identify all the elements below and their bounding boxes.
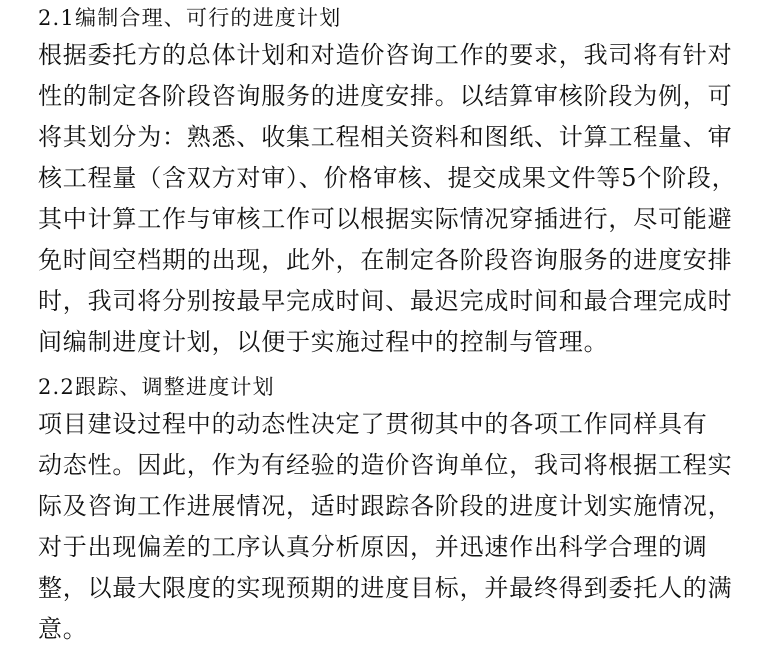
paragraph-line: 动态性。因此，作为有经验的造价咨询单位，我司将根据工程实: [38, 451, 733, 479]
paragraph-line: 整，以最大限度的实现预期的进度目标，并最终得到委托人的满: [38, 574, 733, 602]
paragraph-line: 项目建设过程中的动态性决定了贯彻其中的各项工作同样具有: [38, 410, 708, 438]
paragraph-line: 间编制进度计划，以便于实施过程中的控制与管理。: [38, 328, 609, 356]
paragraph-line: 核工程量（含双方对审）、价格审核、提交成果文件等5个阶段，: [38, 164, 737, 192]
paragraph-line: 对于出现偏差的工序认真分析原因，并迅速作出科学合理的调: [38, 533, 708, 561]
paragraph-line: 时，我司将分别按最早完成时间、最迟完成时间和最合理完成时: [38, 287, 733, 315]
paragraph-line: 将其划分为：熟悉、收集工程相关资料和图纸、计算工程量、审: [38, 123, 733, 151]
paragraph-line: 其中计算工作与审核工作可以根据实际情况穿插进行，尽可能避: [38, 205, 733, 233]
section-heading-2-1: 2.1编制合理、可行的进度计划: [38, 6, 342, 30]
paragraph-line: 免时间空档期的出现，此外，在制定各阶段咨询服务的进度安排: [38, 246, 733, 274]
paragraph-line: 性的制定各阶段咨询服务的进度安排。以结算审核阶段为例，可: [38, 82, 733, 110]
paragraph-line: 际及咨询工作进展情况，适时跟踪各阶段的进度计划实施情况，: [38, 492, 733, 520]
section-heading-2-2: 2.2跟踪、调整进度计划: [38, 375, 275, 399]
paragraph-line: 意。: [38, 615, 88, 643]
paragraph-line: 根据委托方的总体计划和对造价咨询工作的要求，我司将有针对: [38, 41, 733, 69]
